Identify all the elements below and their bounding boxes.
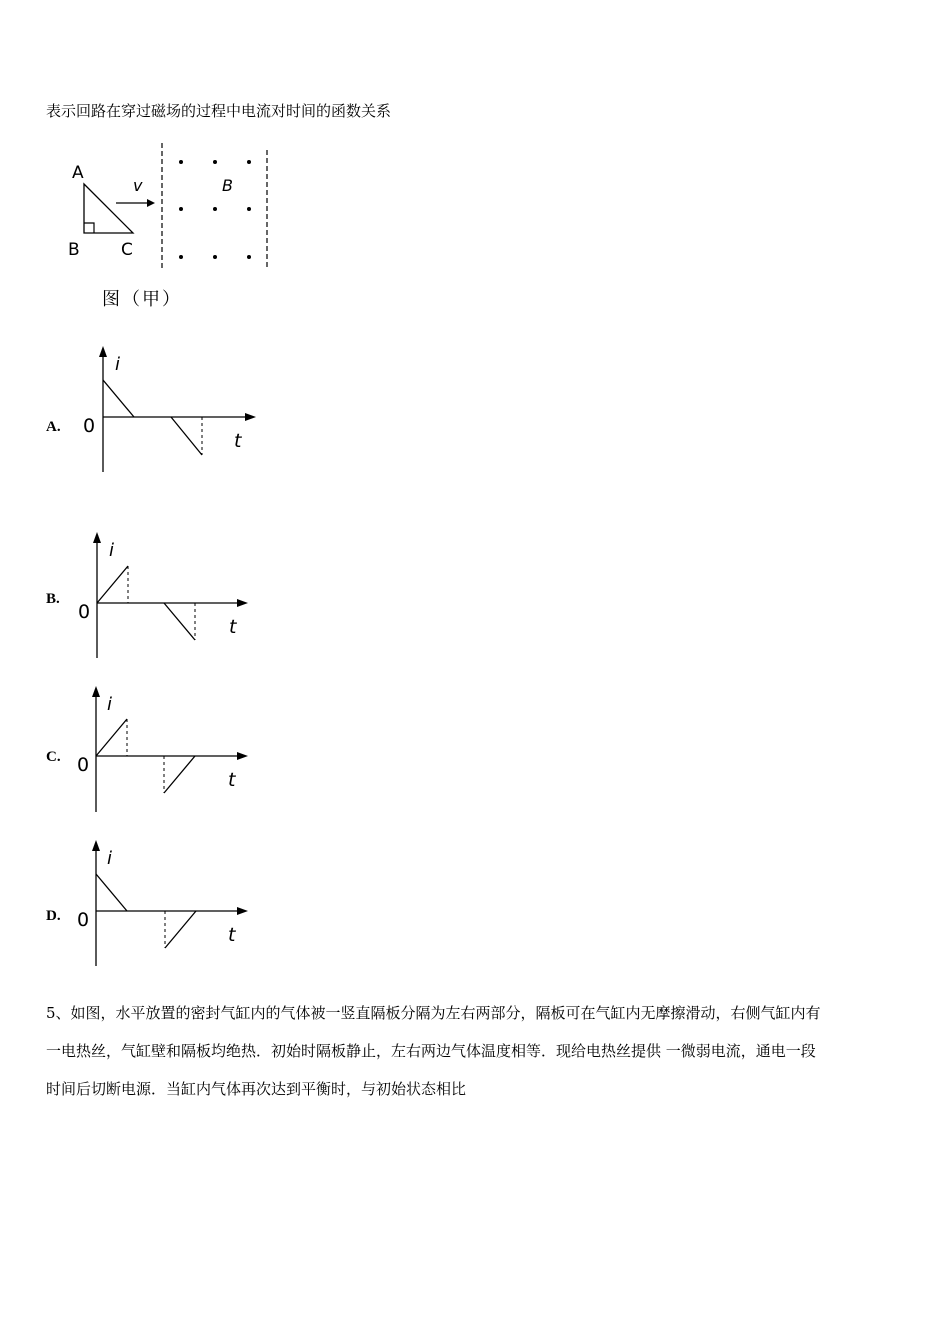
current-segment-positive — [96, 874, 127, 911]
current-segment-negative — [164, 603, 195, 640]
current-segment-negative — [164, 756, 195, 793]
current-segment-negative — [165, 911, 196, 948]
question-5-line-1: 5、如图，水平放置的密封气缸内的气体被一竖直隔板分隔为左右两部分，隔板可在气缸内无摩擦滑动，右侧气缸内有 — [46, 1004, 821, 1022]
question-5-line-2: 一电热丝，气缸壁和隔板均绝热．初始时隔板静止，左右两边气体温度相等．现给电热丝提供 一微弱电流，通电一段 — [46, 1042, 816, 1060]
t-label: t — [229, 616, 237, 638]
magnetic-field-dots — [179, 160, 251, 259]
current-segment-positive — [96, 719, 127, 756]
t-label: t — [234, 430, 242, 452]
t-label: t — [228, 924, 236, 946]
right-angle-mark — [84, 223, 94, 233]
t-axis-arrow — [237, 907, 248, 915]
t-axis-arrow — [237, 599, 248, 607]
option-b-label: B. — [46, 591, 60, 607]
i-axis-arrow — [92, 840, 100, 851]
option-d-label: D. — [46, 908, 61, 924]
i-axis-arrow — [92, 686, 100, 697]
triangle-abc — [84, 184, 133, 233]
question-5-text — [46, 994, 821, 1108]
t-axis-arrow — [237, 752, 248, 760]
vertex-a-label: A — [72, 163, 84, 183]
t-label: t — [228, 769, 236, 791]
i-label: i — [107, 694, 113, 715]
figure-jia — [60, 140, 280, 275]
option-c-graph — [70, 680, 270, 820]
figure-caption: 图（甲） — [102, 289, 182, 310]
i-label: i — [107, 848, 113, 869]
option-c-label: C. — [46, 749, 61, 765]
i-label: i — [109, 540, 115, 561]
vertex-c-label: C — [121, 240, 133, 260]
current-segment-positive — [103, 380, 134, 417]
i-axis-arrow — [99, 346, 107, 357]
current-segment-positive — [97, 566, 128, 603]
intro-text: 表示回路在穿过磁场的过程中电流对时间的函数关系 — [46, 102, 392, 120]
current-segment-negative — [171, 417, 202, 455]
i-label: i — [115, 354, 121, 375]
origin-label: 0 — [77, 909, 90, 931]
option-b-graph — [70, 526, 270, 666]
i-axis-arrow — [93, 532, 101, 543]
t-axis-arrow — [245, 413, 256, 421]
velocity-arrowhead — [147, 199, 155, 207]
option-d-graph — [70, 834, 270, 974]
question-5-line-3: 时间后切断电源．当缸内气体再次达到平衡时，与初始状态相比 — [46, 1080, 467, 1098]
origin-label: 0 — [83, 415, 96, 437]
vertex-b-label: B — [68, 240, 80, 260]
field-label: B — [222, 176, 233, 195]
origin-label: 0 — [77, 754, 90, 776]
origin-label: 0 — [78, 601, 91, 623]
velocity-label: v — [133, 176, 143, 195]
option-a-graph — [70, 340, 270, 480]
option-a-label: A. — [46, 419, 61, 435]
